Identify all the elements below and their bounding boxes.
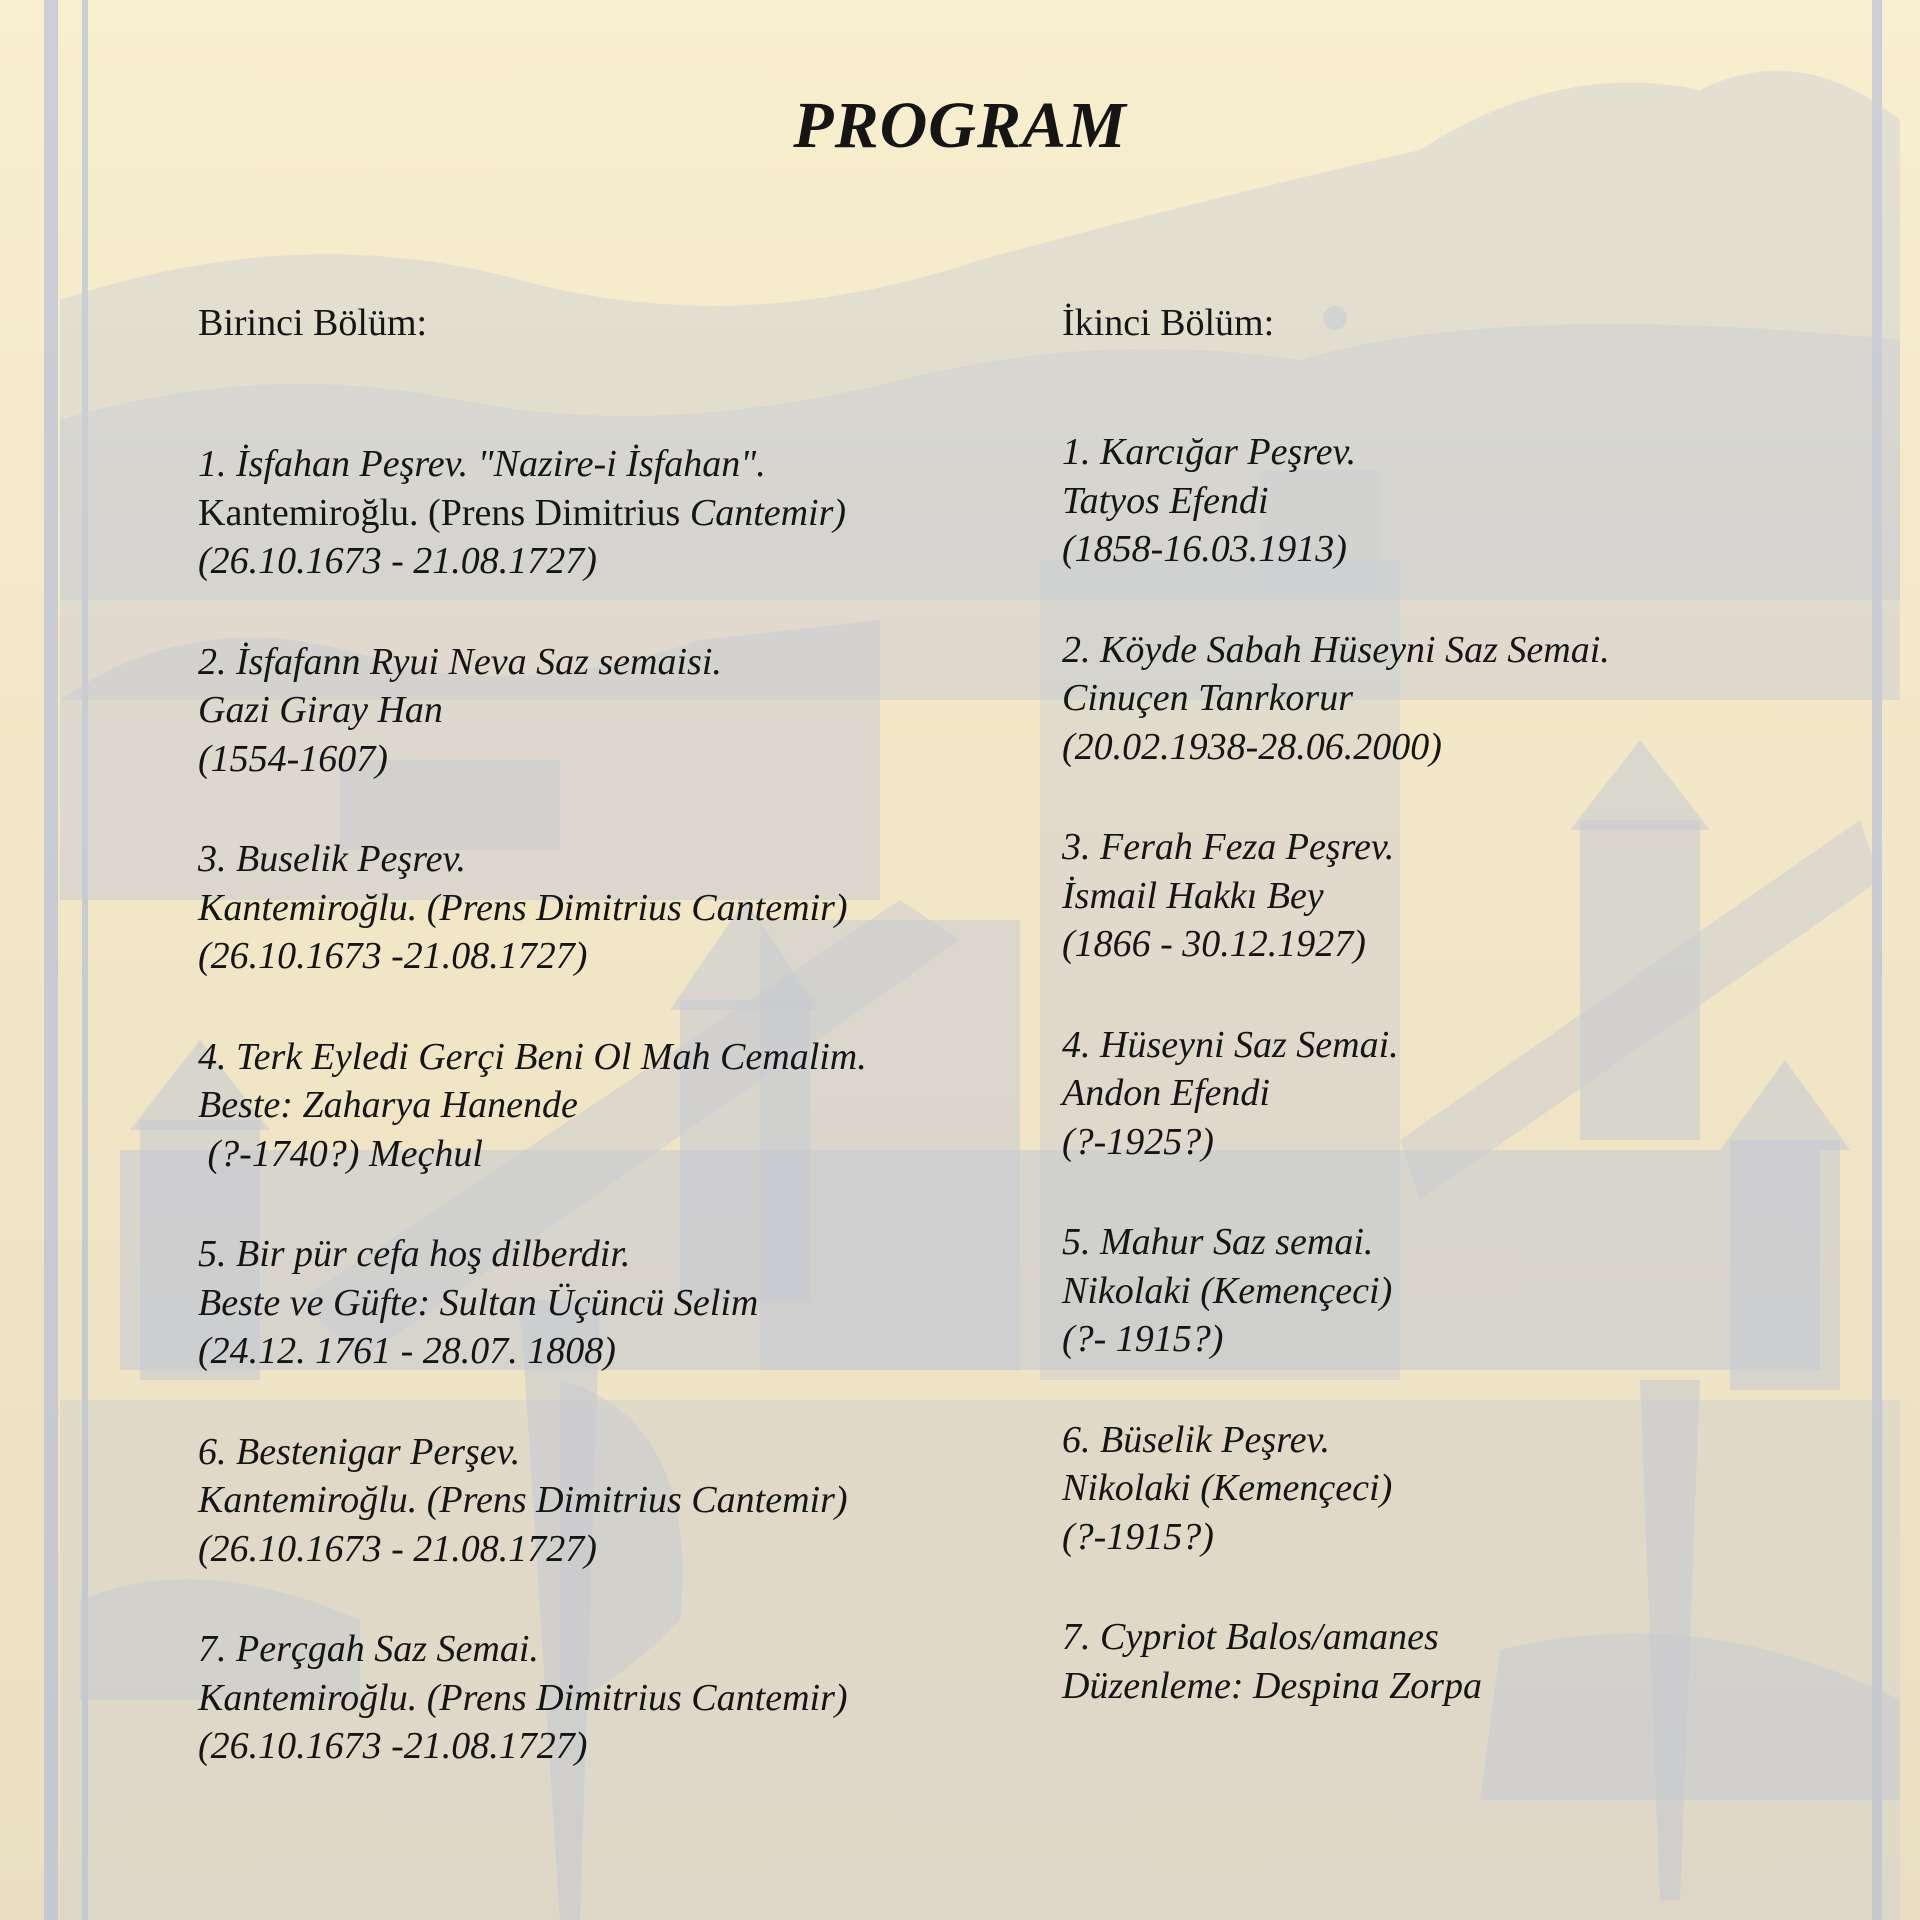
item-dates: (24.12. 1761 - 28.07. 1808) xyxy=(198,1330,616,1372)
item-title: 1. Karcığar Peşrev. xyxy=(1062,431,1357,473)
part-one-item-3 xyxy=(198,835,958,981)
item-title: 5. Bir pür cefa hoş dilberdir. xyxy=(198,1233,631,1275)
item-composer: İsmail Hakkı Bey xyxy=(1062,874,1324,917)
part-one-item-7 xyxy=(198,1625,958,1771)
item-composer: Kantemiroğlu. (Prens Dimitrius Cantemir) xyxy=(198,1676,848,1719)
item-title: 6. Büselik Peşrev. xyxy=(1062,1418,1331,1461)
part-two-item-2 xyxy=(1062,626,1822,772)
item-arranger: Düzenleme: Despina Zorpa xyxy=(1062,1664,1483,1707)
part-two-item-3 xyxy=(1062,823,1822,969)
item-title: 7. Cypriot Balos/amanes xyxy=(1062,1616,1439,1658)
part-two-item-5 xyxy=(1062,1218,1822,1364)
item-composer: Andon Efendi xyxy=(1062,1072,1270,1114)
item-dates: (26.10.1673 - 21.08.1727) xyxy=(198,1527,597,1570)
item-composer: Kantemiroğlu. (Prens Dimitrius Cantemir) xyxy=(198,886,848,929)
part-two-item-6 xyxy=(1062,1416,1822,1562)
part-two-item-7 xyxy=(1062,1613,1822,1710)
part-one-item-5 xyxy=(198,1230,958,1376)
item-title: 4. Hüseyni Saz Semai. xyxy=(1062,1023,1399,1066)
part-one-item-6 xyxy=(198,1428,958,1574)
item-dates: (?-1740?) Meçhul xyxy=(198,1132,483,1175)
item-composer: Beste: Zaharya Hanende xyxy=(198,1084,578,1126)
item-title: 3. Buselik Peşrev. xyxy=(198,838,467,880)
item-composer xyxy=(198,489,958,538)
part-one-heading: Birinci Bölüm: xyxy=(198,302,428,344)
part-two-item-1 xyxy=(1062,428,1822,574)
item-title: 6. Bestenigar Perşev. xyxy=(198,1430,521,1473)
item-dates: (20.02.1938-28.06.2000) xyxy=(1062,725,1442,768)
part-two-item-4 xyxy=(1062,1021,1822,1167)
part-one-item-2 xyxy=(198,638,958,784)
item-title: 4. Terk Eyledi Gerçi Beni Ol Mah Cemalim. xyxy=(198,1035,867,1078)
part-one-item-1 xyxy=(198,440,958,586)
item-composer: Cinuçen Tanrkorur xyxy=(1062,677,1354,719)
item-dates: (26.10.1673 - 21.08.1727) xyxy=(198,540,597,582)
item-composer: Gazi Giray Han xyxy=(198,689,443,731)
item-dates: (?-1915?) xyxy=(1062,1515,1214,1558)
part-one-item-4 xyxy=(198,1033,958,1179)
item-dates: (1866 - 30.12.1927) xyxy=(1062,923,1366,965)
item-title: 2. Köyde Sabah Hüseyni Saz Semai. xyxy=(1062,628,1610,671)
item-composer: Nikolaki (Kemençeci) xyxy=(1062,1269,1393,1312)
item-dates: (26.10.1673 -21.08.1727) xyxy=(198,935,588,977)
composer-text-italic: Cantemir) xyxy=(689,491,847,534)
item-title: 3. Ferah Feza Peşrev. xyxy=(1062,826,1395,868)
item-dates: (1858-16.03.1913) xyxy=(1062,528,1347,570)
item-composer: Kantemiroğlu. (Prens Dimitrius Cantemir) xyxy=(198,1479,848,1521)
page-title: PROGRAM xyxy=(793,89,1127,162)
composer-text: Kantemiroğlu. (Prens Dimitrius xyxy=(198,491,690,534)
item-title: 1. İsfahan Peşrev. "Nazire-i İsfahan". xyxy=(198,443,766,485)
item-dates: (26.10.1673 -21.08.1727) xyxy=(198,1725,588,1767)
part-two-column xyxy=(1062,298,1822,1762)
part-one-column xyxy=(198,298,958,1823)
item-title: 5. Mahur Saz semai. xyxy=(1062,1221,1374,1263)
part-two-heading: İkinci Bölüm: xyxy=(1062,302,1275,344)
item-dates: (?-1925?) xyxy=(1062,1120,1214,1163)
item-dates: (1554-1607) xyxy=(198,737,388,780)
item-composer: Tatyos Efendi xyxy=(1062,479,1269,522)
item-dates: (?- 1915?) xyxy=(1062,1318,1224,1360)
item-composer: Beste ve Güfte: Sultan Üçüncü Selim xyxy=(198,1281,759,1324)
item-title: 2. İsfafann Ryui Neva Saz semaisi. xyxy=(198,640,722,683)
item-composer: Nikolaki (Kemençeci) xyxy=(1062,1467,1393,1509)
item-title: 7. Perçgah Saz Semai. xyxy=(198,1628,539,1670)
